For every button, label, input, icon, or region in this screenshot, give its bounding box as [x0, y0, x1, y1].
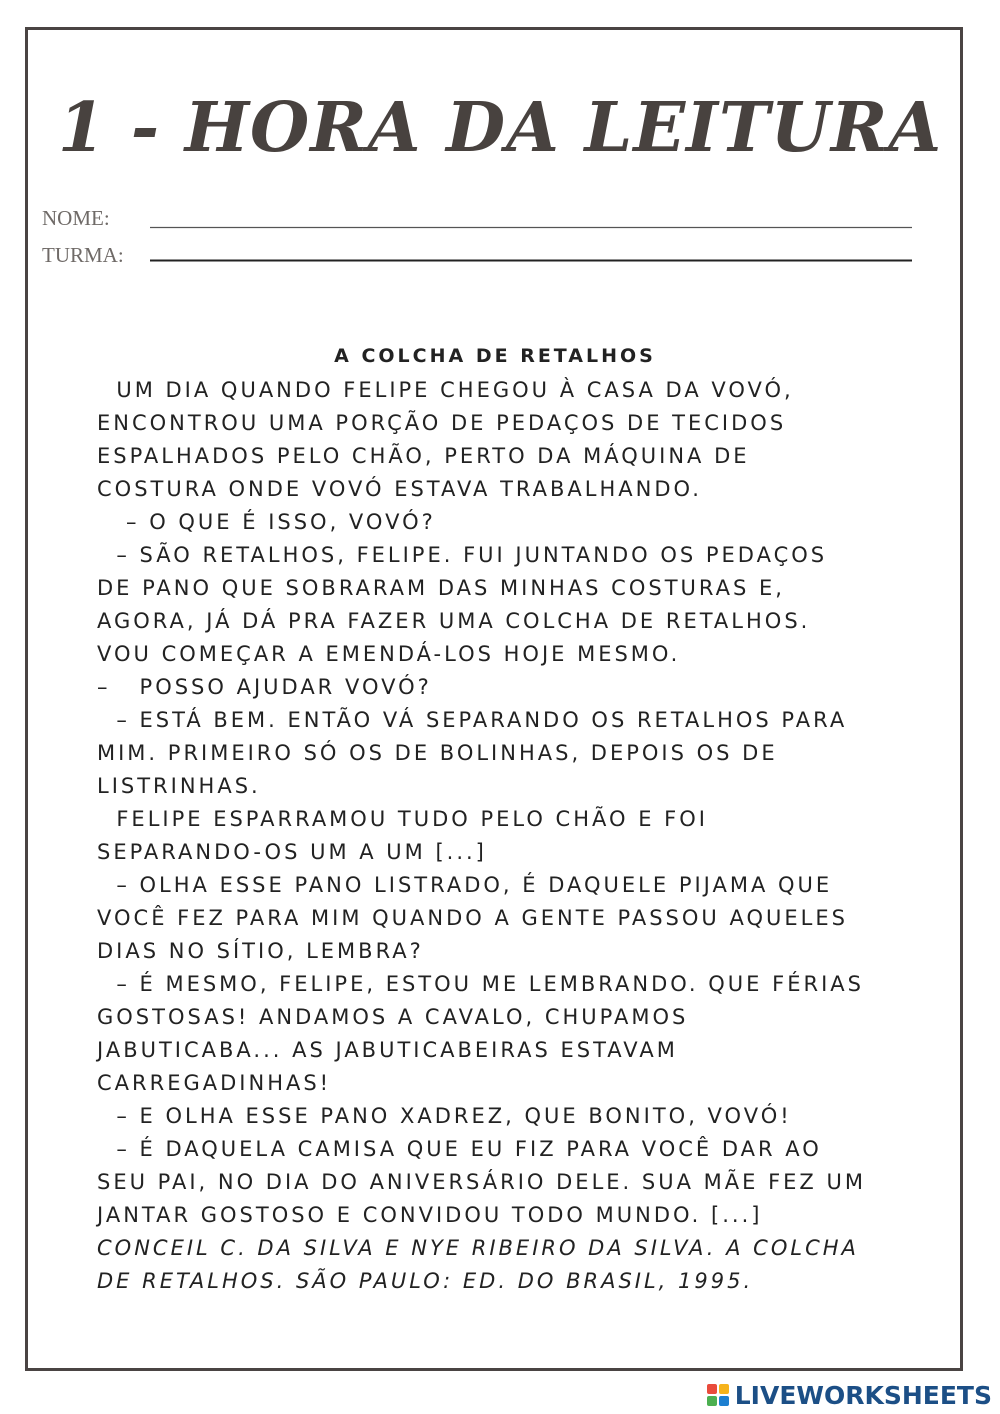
story-line: DIAS NO SÍTIO, LEMBRA? — [97, 939, 424, 963]
story-line: LISTRINHAS. — [97, 774, 261, 798]
page-title: 1 - HORA DA LEITURA — [57, 88, 943, 168]
story-line: – O QUE É ISSO, VOVÓ? — [97, 510, 436, 534]
story-line: – É DAQUELA CAMISA QUE EU FIZ PARA VOCÊ DAR AO — [97, 1137, 822, 1161]
class-label: TURMA: — [42, 243, 124, 267]
story-line: SEU PAI, NO DIA DO ANIVERSÁRIO DELE. SUA MÃE FEZ UM — [97, 1170, 866, 1194]
story-line: ESPALHADOS PELO CHÃO, PERTO DA MÁQUINA DE — [97, 444, 750, 468]
story-line: AGORA, JÁ DÁ PRA FAZER UMA COLCHA DE RETALHOS. — [97, 609, 811, 633]
liveworksheets-logo-icon — [707, 1384, 729, 1406]
story-line: – E OLHA ESSE PANO XADREZ, QUE BONITO, VOVÓ! — [97, 1104, 792, 1128]
story-line: VOCÊ FEZ PARA MIM QUANDO A GENTE PASSOU AQUELES — [97, 906, 848, 930]
logo-square — [707, 1396, 717, 1406]
citation-line: DE RETALHOS. SÃO PAULO: ED. DO BRASIL, 1995. — [97, 1269, 754, 1293]
logo-square — [719, 1384, 729, 1394]
story-line: JANTAR GOSTOSO E CONVIDOU TODO MUNDO. [...] — [97, 1203, 763, 1227]
story-line: UM DIA QUANDO FELIPE CHEGOU À CASA DA VOVÓ, — [97, 378, 794, 402]
story-title: A COLCHA DE RETALHOS — [334, 345, 656, 367]
story-line: – SÃO RETALHOS, FELIPE. FUI JUNTANDO OS PEDAÇOS — [97, 543, 828, 567]
story-line: FELIPE ESPARRAMOU TUDO PELO CHÃO E FOI — [97, 807, 708, 831]
story-line: DE PANO QUE SOBRARAM DAS MINHAS COSTURAS E, — [97, 576, 785, 600]
story-line: ENCONTROU UMA PORÇÃO DE PEDAÇOS DE TECIDOS — [97, 411, 787, 435]
story-line: GOSTOSAS! ANDAMOS A CAVALO, CHUPAMOS — [97, 1005, 689, 1029]
story-line: MIM. PRIMEIRO SÓ OS DE BOLINHAS, DEPOIS OS DE — [97, 741, 778, 765]
name-field-line[interactable] — [150, 226, 912, 229]
logo-square — [719, 1396, 729, 1406]
class-field-line[interactable] — [150, 259, 912, 262]
story-line: JABUTICABA... AS JABUTICABEIRAS ESTAVAM — [97, 1038, 678, 1062]
story-line: – OLHA ESSE PANO LISTRADO, É DAQUELE PIJAMA QUE — [97, 873, 833, 897]
name-label: NOME: — [42, 206, 110, 230]
story-line: – ESTÁ BEM. ENTÃO VÁ SEPARANDO OS RETALHOS PARA — [97, 708, 848, 732]
story-line: COSTURA ONDE VOVÓ ESTAVA TRABALHANDO. — [97, 477, 702, 501]
story-line: CARREGADINHAS! — [97, 1071, 332, 1095]
liveworksheets-watermark — [707, 1380, 992, 1410]
story-line: SEPARANDO-OS UM A UM [...] — [97, 840, 487, 864]
citation-line: CONCEIL C. DA SILVA E NYE RIBEIRO DA SILVA. A COLCHA — [97, 1236, 859, 1260]
story-line: – POSSO AJUDAR VOVÓ? — [97, 675, 432, 699]
logo-square — [707, 1384, 717, 1394]
story-text — [97, 374, 937, 1298]
story-line: – É MESMO, FELIPE, ESTOU ME LEMBRANDO. QUE FÉRIAS — [97, 972, 864, 996]
story-line: VOU COMEÇAR A EMENDÁ-LOS HOJE MESMO. — [97, 642, 681, 666]
watermark-text: LIVEWORKSHEETS — [734, 1380, 992, 1410]
